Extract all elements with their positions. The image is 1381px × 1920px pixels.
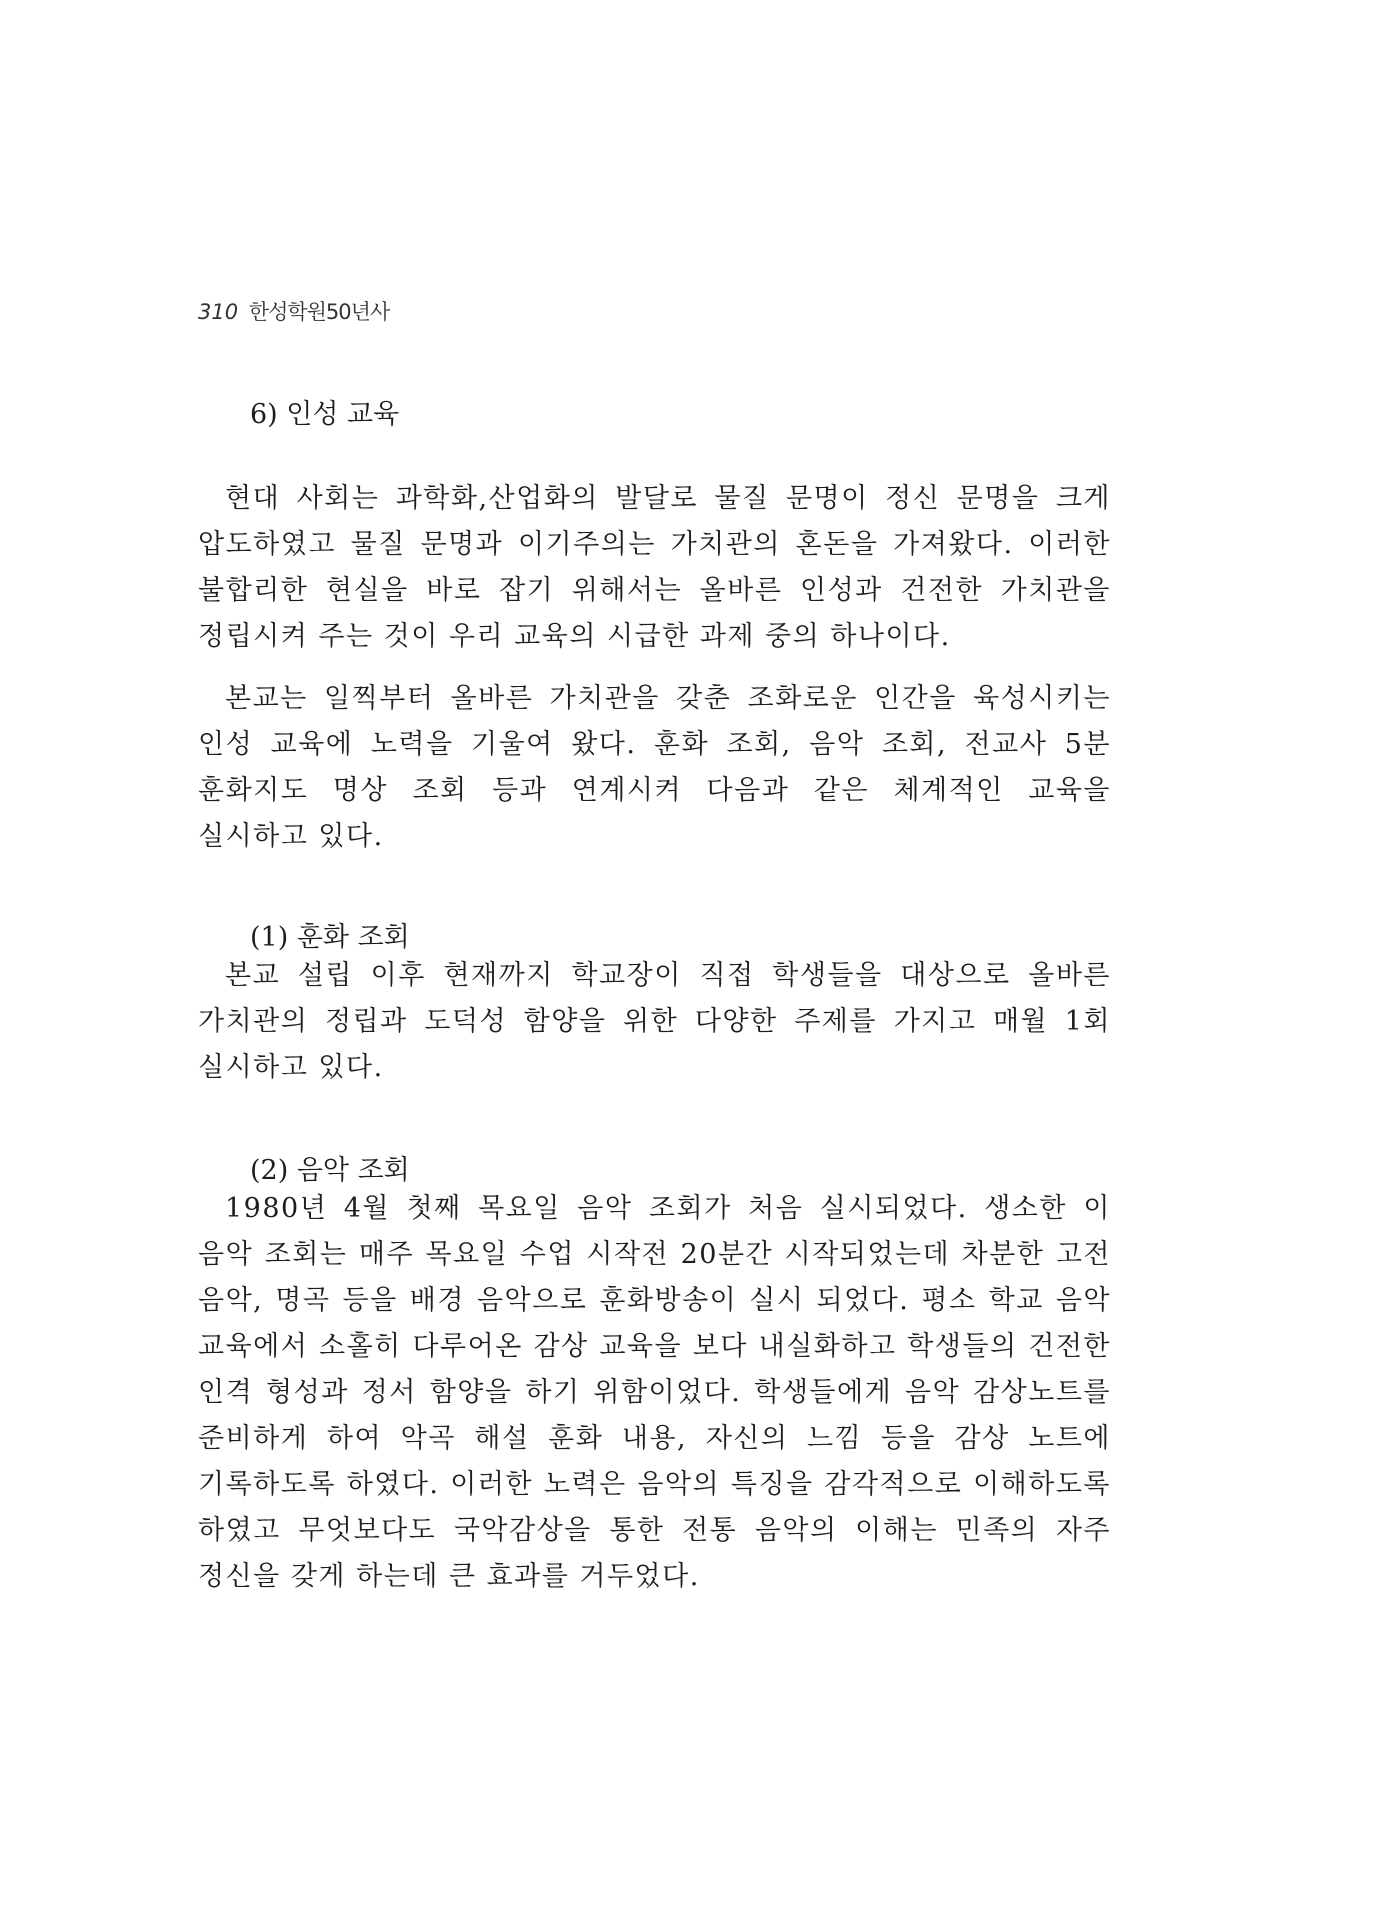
body-paragraph-2: 본교는 일찍부터 올바른 가치관을 갖춘 조화로운 인간을 육성시키는 인성 교육에 노력을 기울여 왔다. 훈화 조회, 음악 조회, 전교사 5분 훈화지도 명상 조회 등과 연계시켜 다음과 같은 체계적인 교육을 실시하고 있다.	[198, 683, 1111, 852]
page-number: 310	[198, 300, 239, 324]
subsection-heading-1: (1) 훈화 조회	[250, 922, 410, 953]
running-header	[198, 296, 389, 326]
subsection-heading-2: (2) 음악 조회	[250, 1155, 410, 1186]
section-heading: 6) 인성 교육	[250, 399, 400, 430]
body-paragraph-1: 현대 사회는 과학화,산업화의 발달로 물질 문명이 정신 문명을 크게 압도하였고 물질 문명과 이기주의는 가치관의 혼돈을 가져왔다. 이러한 불합리한 현실을 바로 잡기 위해서는 올바른 인성과 건전한 가치관을 정립시켜 주는 것이 우리 교육의 시급한 과제 중의 하나이다.	[198, 483, 1111, 652]
subsection-paragraph-2: 1980년 4월 첫째 목요일 음악 조회가 처음 실시되었다. 생소한 이 음악 조회는 매주 목요일 수업 시작전 20분간 시작되었는데 차분한 고전 음악, 명곡 등을 배경 음악으로 훈화방송이 실시 되었다. 평소 학교 음악 교육에서 소홀히 다루어온 감상 교육을 보다 내실화하고 학생들의 건전한 인격 형성과 정서 함양을 하기 위함이었다. 학생들에게 음악 감상노트를 준비하게 하여 악곡 해설 훈화 내용, 자신의 느낌 등을 감상 노트에 기록하도록 하였다. 이러한 노력은 음악의 특징을 감각적으로 이해하도록 하였고 무엇보다도 국악감상을 통한 전통 음악의 이해는 민족의 자주 정신을 갖게 하는데 큰 효과를 거두었다.	[198, 1193, 1111, 1592]
subsection-paragraph-1: 본교 설립 이후 현재까지 학교장이 직접 학생들을 대상으로 올바른 가치관의 정립과 도덕성 함양을 위한 다양한 주제를 가지고 매월 1회 실시하고 있다.	[198, 960, 1111, 1083]
book-title: 한성학원50년사	[248, 300, 390, 324]
